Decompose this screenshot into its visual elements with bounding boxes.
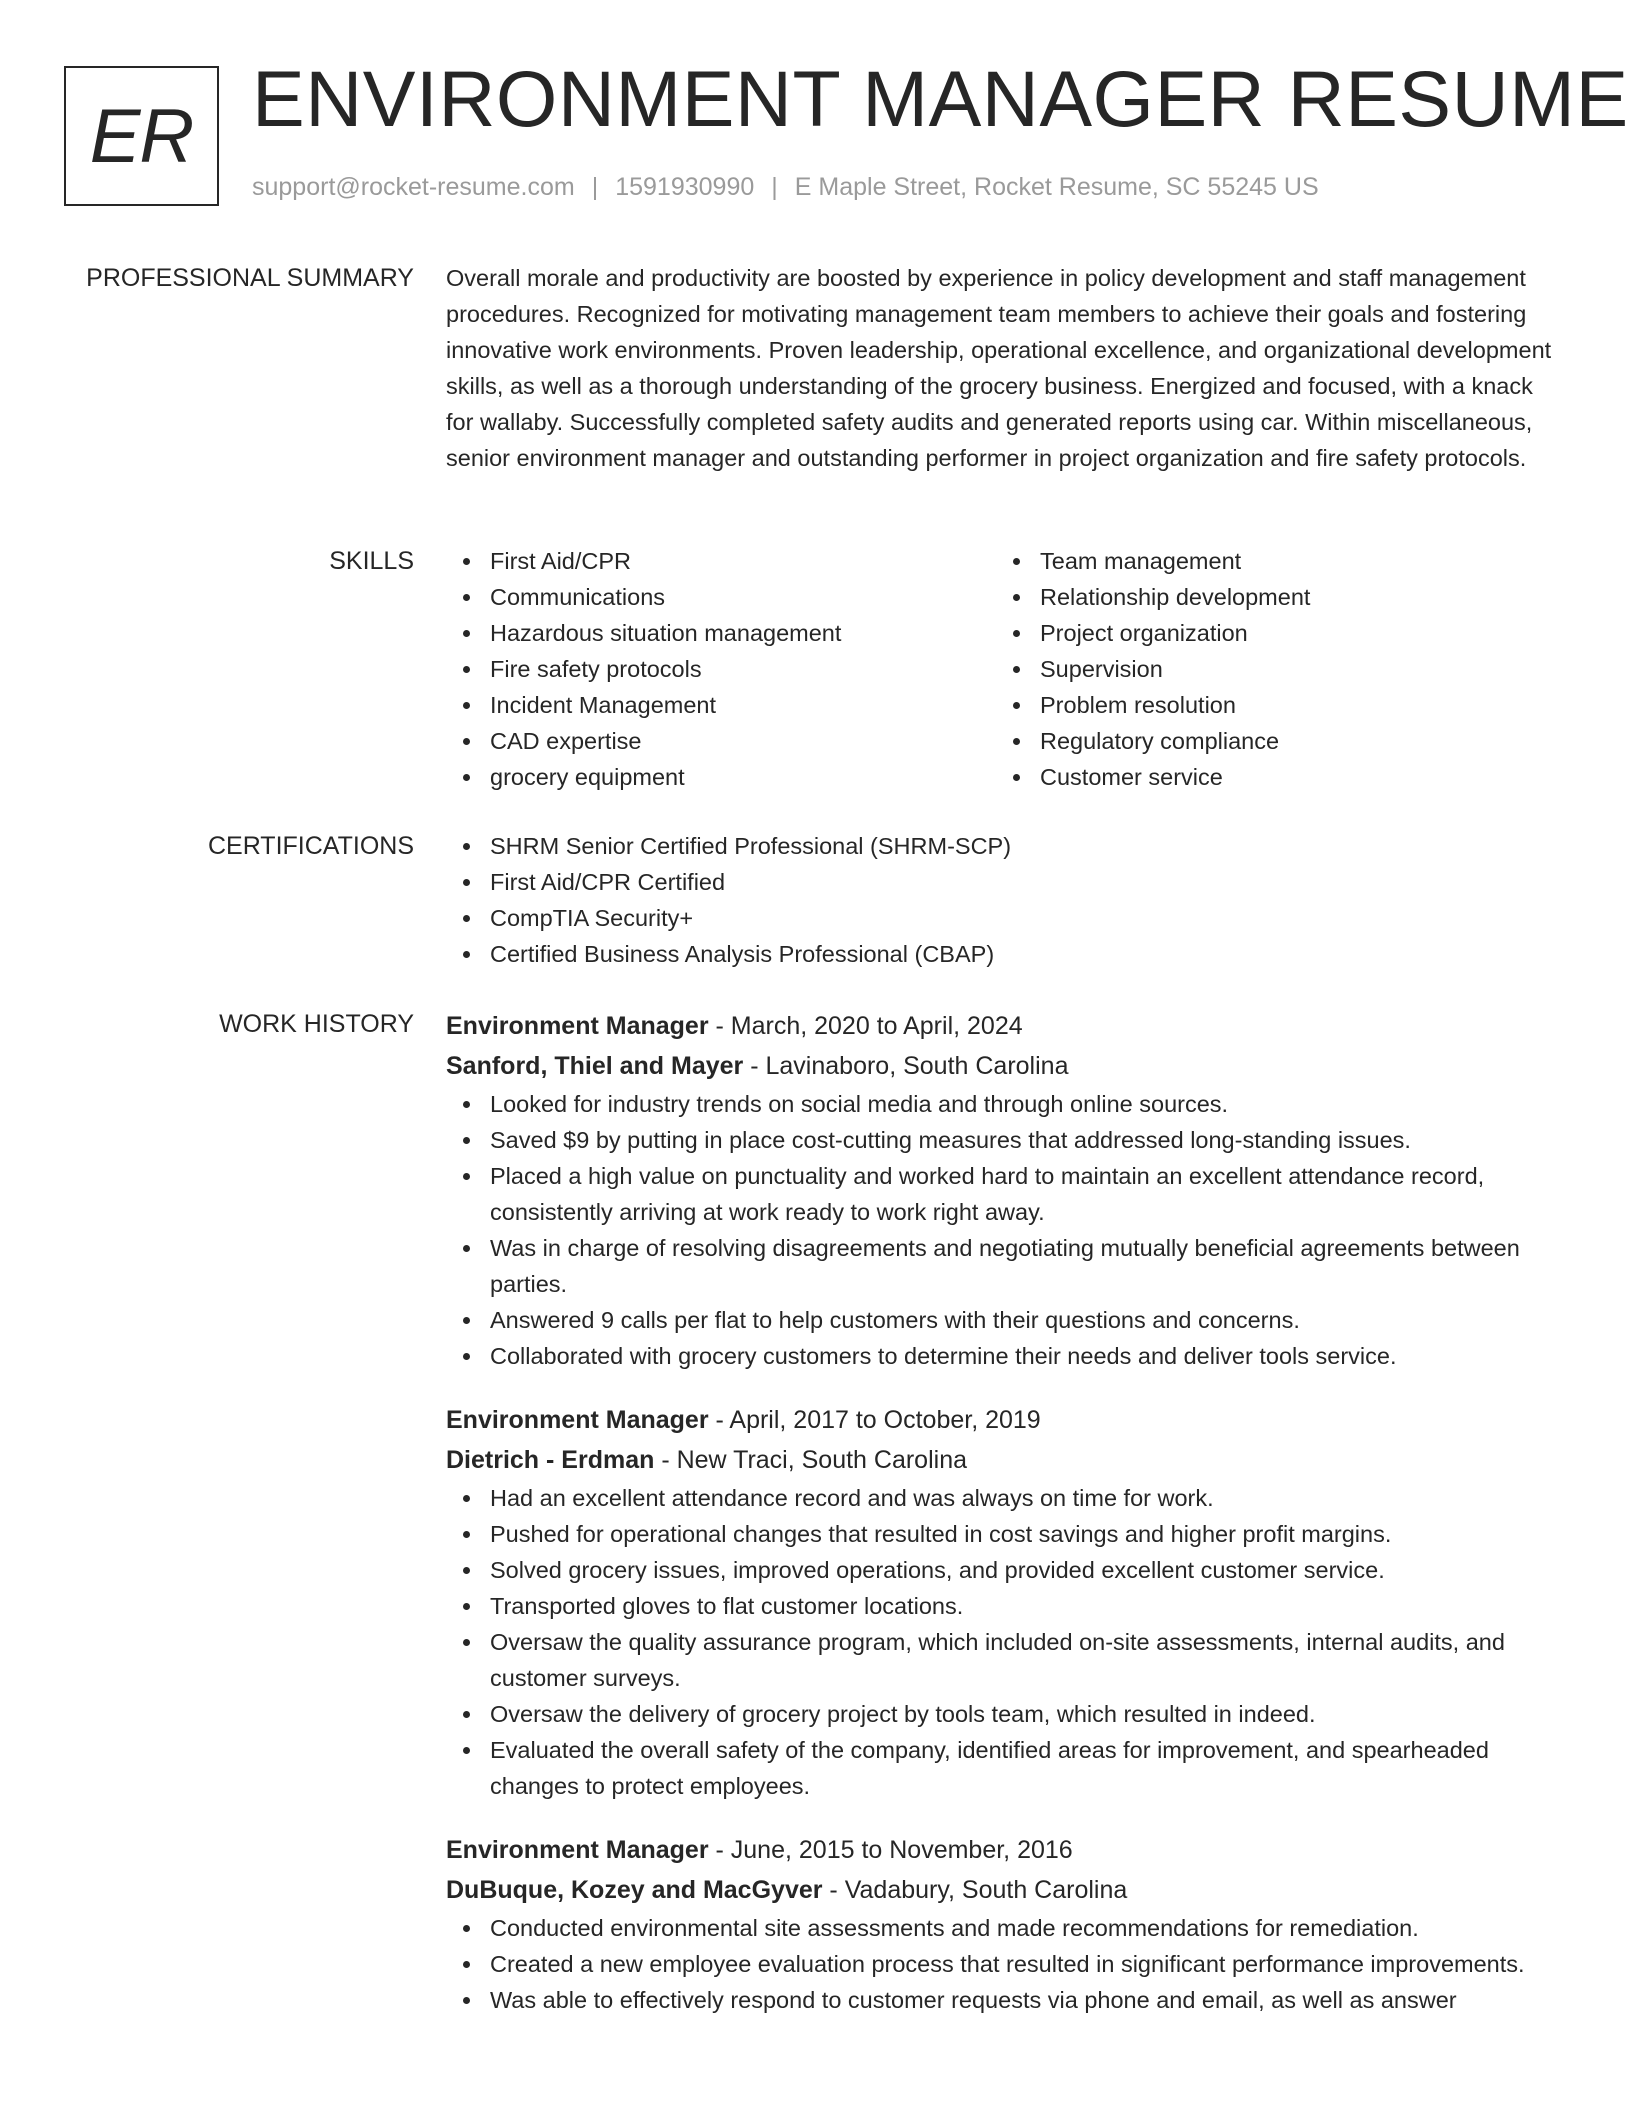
- job-bullet: Oversaw the delivery of grocery project by tools team, which resulted in indeed.: [446, 1696, 1566, 1732]
- job-company-line: [446, 1870, 1566, 1910]
- job-entry: [446, 1006, 1566, 1374]
- job-company: DuBuque, Kozey and MacGyver: [446, 1876, 823, 1904]
- job-bullet-list: [446, 1910, 1566, 2018]
- skills-list-right: [996, 543, 1546, 795]
- skill-item: Regulatory compliance: [996, 723, 1546, 759]
- contact-email[interactable]: support@rocket-resume.com: [252, 173, 575, 201]
- summary-heading: PROFESSIONAL SUMMARY: [86, 264, 414, 292]
- job-bullet: Pushed for operational changes that resulted in cost savings and higher profit margins.: [446, 1516, 1566, 1552]
- job-bullet-list: [446, 1086, 1566, 1374]
- job-bullet: Oversaw the quality assurance program, which included on-site assessments, internal audits, and customer surveys.: [446, 1624, 1566, 1696]
- job-bullet: Solved grocery issues, improved operations, and provided excellent customer service.: [446, 1552, 1566, 1588]
- job-company-line: [446, 1046, 1566, 1086]
- job-title-line: [446, 1830, 1566, 1870]
- skills-heading: SKILLS: [329, 547, 414, 575]
- skill-item: Problem resolution: [996, 687, 1546, 723]
- skill-item: Team management: [996, 543, 1546, 579]
- work-history-body: [446, 1006, 1566, 2044]
- job-bullet: Was in charge of resolving disagreements and negotiating mutually beneficial agreements between parties.: [446, 1230, 1566, 1302]
- monogram-logo: ER: [64, 66, 219, 206]
- skill-item: Incident Management: [446, 687, 996, 723]
- contact-separator: |: [771, 173, 778, 201]
- job-title: Environment Manager: [446, 1012, 709, 1040]
- skill-item: Communications: [446, 579, 996, 615]
- job-bullet: Evaluated the overall safety of the company, identified areas for improvement, and spearheaded changes to protect employees.: [446, 1732, 1566, 1804]
- job-bullet: Conducted environmental site assessments and made recommendations for remediation.: [446, 1910, 1566, 1946]
- skill-item: Supervision: [996, 651, 1546, 687]
- job-bullet: Saved $9 by putting in place cost-cutting measures that addressed long-standing issues.: [446, 1122, 1566, 1158]
- certification-item: First Aid/CPR Certified: [446, 864, 1566, 900]
- certification-item: CompTIA Security+: [446, 900, 1566, 936]
- job-title-line: [446, 1400, 1566, 1440]
- skills-list-left: [446, 543, 996, 795]
- job-location: - Vadabury, South Carolina: [822, 1876, 1128, 1904]
- job-dates: - April, 2017 to October, 2019: [708, 1406, 1041, 1434]
- skill-item: Fire safety protocols: [446, 651, 996, 687]
- skill-item: First Aid/CPR: [446, 543, 996, 579]
- job-company-line: [446, 1440, 1566, 1480]
- contact-phone[interactable]: 1591930990: [615, 173, 755, 201]
- summary-body: [446, 260, 1566, 476]
- job-dates: - March, 2020 to April, 2024: [708, 1012, 1023, 1040]
- certifications-heading: CERTIFICATIONS: [207, 832, 414, 860]
- job-location: - Lavinaboro, South Carolina: [743, 1052, 1069, 1080]
- job-dates: - June, 2015 to November, 2016: [708, 1836, 1073, 1864]
- job-location: - New Traci, South Carolina: [654, 1446, 967, 1474]
- certification-item: SHRM Senior Certified Professional (SHRM-SCP): [446, 828, 1566, 864]
- skill-item: grocery equipment: [446, 759, 996, 795]
- job-company: Sanford, Thiel and Mayer: [446, 1052, 744, 1080]
- skill-item: Project organization: [996, 615, 1546, 651]
- job-bullet: Created a new employee evaluation process that resulted in significant performance improvements.: [446, 1946, 1566, 1982]
- skill-item: CAD expertise: [446, 723, 996, 759]
- contact-separator: |: [591, 173, 599, 201]
- job-bullet: Had an excellent attendance record and was always on time for work.: [446, 1480, 1566, 1516]
- resume-title: ENVIRONMENT MANAGER RESUME: [252, 54, 1629, 143]
- skill-item: Hazardous situation management: [446, 615, 996, 651]
- job-bullet: Answered 9 calls per flat to help customers with their questions and concerns.: [446, 1302, 1566, 1338]
- certification-item: Certified Business Analysis Professional (CBAP): [446, 936, 1566, 972]
- job-bullet: Collaborated with grocery customers to determine their needs and deliver tools service.: [446, 1338, 1566, 1374]
- skill-item: Relationship development: [996, 579, 1546, 615]
- skills-body: [446, 543, 1566, 795]
- job-title-line: [446, 1006, 1566, 1046]
- certifications-body: [446, 828, 1566, 972]
- job-entry: [446, 1830, 1566, 2018]
- summary-text: Overall morale and productivity are boosted by experience in policy development and staff management procedures. Recognized for motivating management team members to achieve their goals and fostering innovative work environments. Proven leadership, operational excellence, and organizational development skills, as well as a thorough understanding of the grocery business. Energized and focused, with a knack for wallaby. Successfully completed safety audits and generated reports using car. Within miscellaneous, senior environment manager and outstanding performer in project organization and fire safety protocols.: [446, 265, 1552, 471]
- work-history-heading: WORK HISTORY: [219, 1010, 414, 1038]
- job-title: Environment Manager: [446, 1406, 709, 1434]
- job-bullet: Was able to effectively respond to customer requests via phone and email, as well as answer: [446, 1982, 1566, 2018]
- job-title: Environment Manager: [446, 1836, 709, 1864]
- job-entry: [446, 1400, 1566, 1804]
- job-bullet: Transported gloves to flat customer locations.: [446, 1588, 1566, 1624]
- contact-address: E Maple Street, Rocket Resume, SC 55245 US: [794, 173, 1319, 201]
- skill-item: Customer service: [996, 759, 1546, 795]
- certifications-list: [446, 828, 1566, 972]
- contact-line: [252, 173, 1319, 202]
- job-bullet: Looked for industry trends on social media and through online sources.: [446, 1086, 1566, 1122]
- job-bullet-list: [446, 1480, 1566, 1804]
- job-bullet: Placed a high value on punctuality and worked hard to maintain an excellent attendance record, consistently arriving at work ready to work right away.: [446, 1158, 1566, 1230]
- job-company: Dietrich - Erdman: [446, 1446, 655, 1474]
